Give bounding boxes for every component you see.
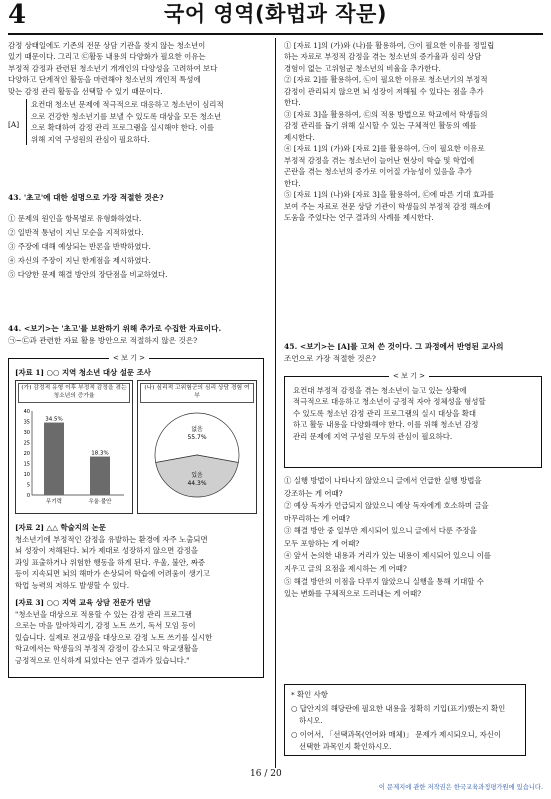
passage-line: 부정적 감정과 관련된 청소년기 개개인의 다양성을 고려하여 보다 [8,63,218,73]
bracket-a-line: 위해 지역 구성원의 관심이 필요하다. [31,134,150,144]
bar-category-label: 우울·불안 [88,499,112,506]
question-45 [284,341,542,365]
q45-bogi-line: 수 있도록 청소년 감정 관리 프로그램의 실시 대상을 확대 [293,408,477,418]
bar-ytick: 5 [26,482,30,489]
q43-stem: 43. '초고'에 대한 설명으로 가장 적절한 것은? [8,193,164,202]
footer-page-current: 16 [250,769,262,779]
q45-stem-line2: 조언으로 가장 적절한 것은? [284,353,377,363]
pie-chart-panel [137,380,257,514]
pie-slice-value: 55.7% [187,434,207,442]
bar-ytick: 10 [23,472,30,479]
q45-bogi-line: 적극적으로 대응하고 청소년이 긍정적 자아 정체성을 형성할 [293,397,486,407]
pie-slice-value: 44.3% [187,480,207,488]
q43-option: ① 문제의 원인을 항목별로 유형화하였다. [8,213,142,223]
footer-page-number: 16 / 20 [250,769,282,779]
q44-option-line: 한다. [284,98,301,108]
q45-bogi-line: 관리 문제에 지역 구성원 모두의 관심이 필요하다. [293,431,453,441]
q43-options [8,212,264,282]
material3-text [15,609,257,666]
bar-chart-title: (가) 감정적 유형 이후 부정적 감정을 겪는 청소년의 증가율 [18,383,130,402]
q44-option-line: ③ [자료 3]을 활용하여, ㉢의 적용 방법으로 학교에서 학생들의 [284,109,488,119]
q43-option: ⑤ 다양한 문제 해결 방안의 장단점을 비교하였다. [8,270,168,280]
notice-box [284,684,526,756]
left-top-passage [8,40,264,145]
bar [90,457,110,495]
q44-option-lines [284,40,542,224]
q45-bogi-box [284,372,542,468]
q45-bogi-line: 요컨대 부정적 감정을 겪는 청소년이 늘고 있는 상황에 [293,386,467,395]
page-title: 국어 영역(화법과 작문) [164,2,387,26]
material1-charts [15,380,257,514]
bar-ytick: 20 [23,451,30,458]
column-divider [275,38,276,768]
material1-title: [자료 1] ○○ 지역 청소년 대상 설문 조사 [15,368,151,377]
pie-chart [141,405,253,505]
bar-ytick: 30 [23,430,30,437]
q45-option-line: 있는 변화를 구체적으로 드러내는 게 어때? [284,589,422,599]
copyright-notice: 이 문제지에 관한 저작권은 한국교육과정평가원에 있습니다. [378,784,543,791]
q45-option-line: 강조하는 게 어때? [284,488,343,498]
q43-option: ③ 주장에 대해 예상되는 반론을 반박하였다. [8,241,151,251]
question-43 [8,192,264,282]
bar-ytick: 25 [23,440,30,447]
q44-option-line: ④ [자료 1]의 (가)와 [자료 2]를 활용하여, ㉠이 필요한 이유로 [284,144,485,154]
q44-option-line: 감정이 관리되지 않으면 뇌 성장이 저해될 수 있다는 점을 추가 [284,86,484,96]
passage-line: 감정 상태일에도 기존의 전문 상담 기관을 찾지 않는 청소년이 [8,41,206,50]
material3-title: [자료 3] ○○ 지역 교육 상담 전문가 면담 [15,598,151,608]
q44-option-line: 경험이 없는 고위험군 청소년의 비율을 추가한다. [284,63,441,73]
passage-line: 다양하고 단계적인 활동을 마련해야 청소년의 개인적 특성에 [8,75,201,85]
q44-option-line: 한다. [284,178,301,188]
pie-chart-title: (나) 심리적 고위험군의 심리 상담 경험 여부 [140,383,254,402]
q44-stem-line1: 44. <보기>는 '초고'를 보완하기 위해 추가로 수집한 자료이다. [8,324,222,333]
material2-line: 등이 지속되면 뇌의 해마가 손상되어 학습에 어려움이 생기고 [15,569,210,579]
q45-options [284,475,542,601]
q44-option-line: 하는 자료로 부정적 감정을 겪는 청소년의 증가율과 심리 상담 [284,52,482,62]
bar-chart-panel [15,380,133,514]
notice-line2: ○ 이어서, 「선택과목(언어와 매체)」 문제가 제시되오니, 자신이 [291,730,501,740]
bar-value-label: 18.3% [91,451,109,458]
bracket-a-line: 으로 건강한 청소년기를 보낼 수 있도록 대상을 모든 청소년 [31,111,222,121]
bracket-a-line: 으로 확대하여 감정 관리 프로그램을 실시해야 한다. 이를 [31,123,215,133]
footer-page-total: 20 [270,769,282,779]
bar [44,423,64,495]
material3-line: 학교에서는 학생들의 부정적 감정이 감소되고 학교생활을 [15,644,199,654]
material3-line: "청소년을 대상으로 적용할 수 있는 감정 관리 프로그램 [15,609,192,619]
passage-line: 맞는 감정 관리 활동을 선택할 수 있기 때문이다. [8,86,163,96]
question-44 [8,323,264,347]
q44-options [284,40,542,224]
bracket-a-line: 요컨대 청소년 문제에 적극적으로 대응하고 청소년이 심리적 [31,100,224,110]
bracket-a-text [26,99,264,145]
q44-bogi-box [8,354,264,678]
material2-text [15,534,257,591]
material2-line: 과잉 표출하거나 위험한 행동을 하게 된다. 우울, 불안, 짜증 [15,557,206,567]
q43-option: ④ 자신의 주장이 지닌 한계점을 제시하였다. [8,255,151,265]
bar-ytick: 0 [26,493,30,500]
q45-stem-line1: 45. <보기>는 [A]를 고쳐 쓴 것이다. 그 과정에서 반영된 교사의 [284,342,504,351]
material2-line: 뇌 성장이 저해된다. 뇌가 제대로 성장하지 않으면 감정을 [15,546,199,556]
q44-option-line: 감정 관리를 돕기 위해 실시할 수 있는 구체적인 활동의 예를 [284,121,477,131]
q44-option-line: 보여 주는 자료로 전문 상담 기관이 학생들의 부정적 감정 해소에 [284,201,491,211]
notice-line2b: 선택한 과목인지 확인하시오. [299,741,392,751]
q44-option-line: ① [자료 1]의 (가)와 (나)를 활용하여, ㉠이 필요한 이유를 정밀립 [284,41,495,50]
q44-stem-line2: ㉠~㉢과 관련한 자료 활용 방안으로 적절하지 않은 것은? [8,335,198,345]
q45-option-lines [284,475,542,601]
q45-option-line: ② 예상 독자가 언급되지 않았으니 예상 독자에게 호소하며 글을 [284,501,489,511]
bracket-a-label: [A] [8,120,20,130]
q45-option-line: 모두 포함하는 게 어때? [284,538,360,548]
q45-option-line: 마무리하는 게 어때? [284,513,350,523]
q45-option-line: ③ 해결 방안 중 일부만 제시되어 있으니 글에서 다룬 주장을 [284,526,477,536]
passage-line: 있기 때문이다. 그리고 ㉢활동 내용의 다양화가 필요한 이유는 [8,52,206,62]
material3-line: 으로는 마음 알아차리기, 감정 노트 쓰기, 독서 모임 등이 [15,621,196,631]
bracket-a [8,99,264,145]
q43-option: ② 일반적 통념이 지닌 모순을 지적하였다. [8,227,144,237]
q45-option-line: ⑤ 해결 방안의 이점을 다루지 않았으니 실행을 통해 기대할 수 [284,576,484,586]
q44-option-line: ⑤ [자료 1]의 (나)와 [자료 3]을 활용하여, ㉢에 따른 기대 효과를 [284,190,495,200]
material2-title: [자료 2] △△ 학술지의 논문 [15,523,106,533]
q45-bogi-text [293,385,533,442]
pie-slice-label: 있음 [191,472,203,480]
q45-option-line: 지우고 글의 요점을 제시하는 게 어때? [284,564,407,574]
q45-bogi-label: < 보 기 > [389,371,429,382]
material3-line: 있습니다. 실제로 전교생을 대상으로 감정 노트 쓰기를 실시한 [15,632,213,642]
passage-paragraph [8,40,264,97]
bar-chart [18,403,130,507]
notice-title: * 확인 사항 [291,690,328,699]
material2-line: 학업 능력의 저하도 발생할 수 있다. [15,580,130,590]
q44-option-line: 곤란을 겪는 청소년의 증가로 이어질 가능성이 있음을 추가 [284,167,472,177]
material3-line: 긍정적으로 인식하게 되었다는 연구 결과가 있습니다." [15,655,190,665]
q44-option-line: ② [자료 2]를 활용하여, ㉡이 필요한 이유로 청소년기의 부정적 [284,75,488,85]
bar-ytick: 40 [23,409,30,416]
bar-ytick: 35 [23,419,30,426]
q45-option-line: ① 실행 방법이 나타나지 않았으니 글에서 언급한 실행 방법을 [284,476,482,485]
notice-line1: ○ 답안지의 해당란에 필요한 내용을 정확히 기입(표기)했는지 확인 [291,704,506,714]
header-rule [8,33,543,35]
material2-line: 청소년기에 부정적인 감정을 유발하는 환경에 자주 노출되면 [15,534,208,544]
q44-bogi-label: < 보 기 > [109,353,149,364]
notice-line1b: 하시오. [299,715,323,725]
bar-category-label: 무기력 [46,499,62,506]
bar-value-label: 34.5% [45,417,63,424]
q44-option-line: 제시한다. [284,132,315,142]
pie-slice-label: 없음 [191,426,203,434]
q45-option-line: ④ 앞서 논의한 내용과 거리가 있는 내용이 제시되어 있으니 이를 [284,551,492,561]
bar-ytick: 15 [23,461,30,468]
page-number: 4 [8,0,27,30]
q45-bogi-line: 하고 활동 내용을 다양화해야 한다. 이를 위해 청소년 감정 [293,420,479,430]
q44-option-line: 부정적 감정을 겪는 청소년이 늘어난 현상이 학습 및 학업에 [284,155,475,165]
q44-option-line: 도움을 주었다는 연구 결과의 사례를 제시한다. [284,213,434,223]
